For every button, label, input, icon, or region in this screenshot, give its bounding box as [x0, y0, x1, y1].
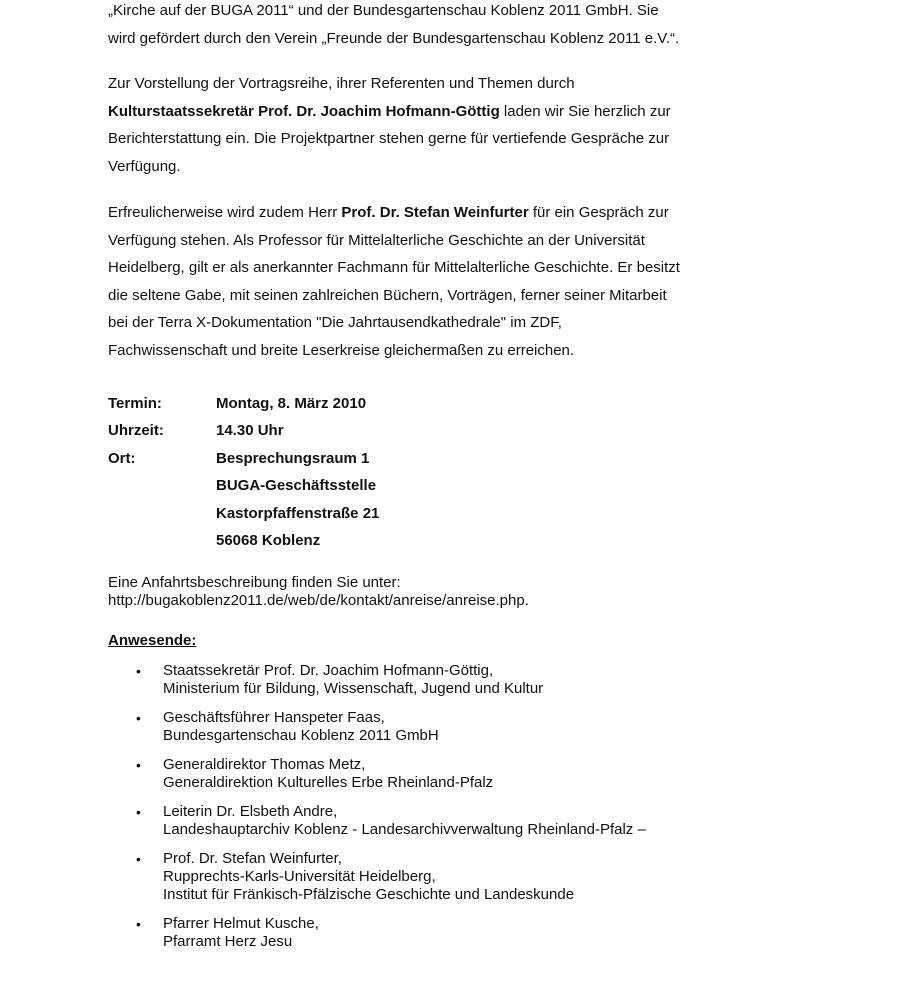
place-line: BUGA-Geschäftsstelle [216, 477, 377, 495]
attendees-title: Anwesende: [108, 632, 197, 649]
attendee-line: Bundesgartenschau Koblenz 2011 GmbH [163, 727, 439, 744]
bold-name: Kulturstaatssekretär Prof. Dr. Joachim Hofmann-Göttig [108, 102, 500, 120]
list-item [108, 756, 646, 792]
text-line: laden wir Sie herzlich zur [499, 102, 671, 120]
text-line: Erfreulicherweise wird zudem Herr [108, 204, 342, 221]
attendee-line: Institut für Fränkisch-Pfälzische Geschichte und Landeskunde [163, 886, 575, 903]
attendee-line: Landeshauptarchiv Koblenz - Landesarchivverwaltung Rheinland-Pfalz – [163, 821, 646, 838]
date-value: Montag, 8. März 2010 [216, 395, 367, 412]
place-label: Ort: [108, 449, 136, 467]
bullet-icon: • [136, 804, 141, 820]
attendee-line: Geschäftsführer Hanspeter Faas, [163, 709, 385, 726]
place-row [108, 445, 379, 472]
attendee-line: Ministerium für Bildung, Wissenschaft, Jugend und Kultur [163, 680, 544, 697]
list-item [108, 803, 646, 839]
text-line: Verfügung stehen. Als Professor für Mittelalterliche Geschichte an der Universität [108, 231, 645, 249]
paragraph-presentation [108, 70, 671, 180]
attendee-line: Generaldirektor Thomas Metz, [163, 756, 366, 773]
bold-name: Prof. Dr. Stefan Weinfurter [341, 204, 529, 221]
text-line: „Kirche auf der BUGA 2011“ und der Bundesgartenschau Koblenz 2011 GmbH. Sie [108, 2, 659, 19]
directions-text: Eine Anfahrtsbeschreibung finden Sie unter: [108, 574, 401, 591]
attendee-list [108, 662, 646, 951]
attendee-line: Prof. Dr. Stefan Weinfurter, [163, 850, 342, 867]
bullet-icon: • [136, 710, 141, 726]
bullet-icon: • [136, 757, 141, 773]
text-line: die seltene Gabe, mit seinen zahlreichen Büchern, Vorträgen, ferner seiner Mitarbeit [108, 286, 667, 304]
attendee-line: Leiterin Dr. Elsbeth Andre, [163, 803, 338, 820]
bullet-icon: • [136, 916, 141, 932]
list-item [108, 662, 646, 698]
place-line: Kastorpfaffenstraße 21 [216, 504, 380, 522]
bullet-icon: • [136, 851, 141, 867]
attendee-line: Pfarrer Helmut Kusche, [163, 915, 319, 932]
text-line: Heidelberg, gilt er als anerkannter Fachmann für Mittelalterliche Geschichte. Er besitzt [108, 259, 680, 277]
place-line: Besprechungsraum 1 [216, 449, 370, 467]
attendee-line: Staatssekretär Prof. Dr. Joachim Hofmann-Göttig, [163, 662, 494, 679]
list-item [108, 915, 646, 951]
time-label: Uhrzeit: [108, 422, 164, 440]
place-row [108, 527, 379, 554]
attendee-line: Rupprechts-Karls-Universität Heidelberg, [163, 868, 436, 885]
text-line: Zur Vorstellung der Vortragsreihe, ihrer Referenten und Themen durch [108, 75, 575, 92]
directions [108, 574, 529, 609]
attendee-line: Pfarramt Herz Jesu [163, 933, 293, 950]
place-row [108, 500, 379, 527]
place-row [108, 472, 379, 499]
text-line: Fachwissenschaft und breite Leserkreise gleichermaßen zu erreichen. [108, 341, 575, 359]
date-row [108, 390, 379, 417]
bullet-icon: • [136, 663, 141, 679]
paragraph-weinfurter [108, 199, 680, 365]
date-label: Termin: [108, 395, 162, 412]
list-item [108, 709, 646, 745]
directions-url: http://bugakoblenz2011.de/web/de/kontakt/anreise/anreise.php. [108, 591, 529, 609]
list-item [108, 850, 646, 904]
place-line: 56068 Koblenz [216, 531, 321, 549]
attendee-line: Generaldirektion Kulturelles Erbe Rheinland-Pfalz [163, 774, 494, 791]
text-line: bei der Terra X-Dokumentation "Die Jahrtausendkathedrale" im ZDF, [108, 314, 562, 332]
text-line: Berichterstattung ein. Die Projektpartner stehen gerne für vertiefende Gespräche zur [108, 130, 670, 148]
text-line: Verfügung. [108, 157, 181, 175]
event-details [108, 390, 379, 554]
paragraph-intro [108, 0, 679, 52]
time-value: 14.30 Uhr [216, 422, 284, 440]
time-row [108, 417, 379, 444]
text-line: für ein Gespräch zur [528, 204, 669, 221]
text-line: wird gefördert durch den Verein „Freunde der Bundesgartenschau Koblenz 2011 e.V.“. [108, 29, 680, 47]
